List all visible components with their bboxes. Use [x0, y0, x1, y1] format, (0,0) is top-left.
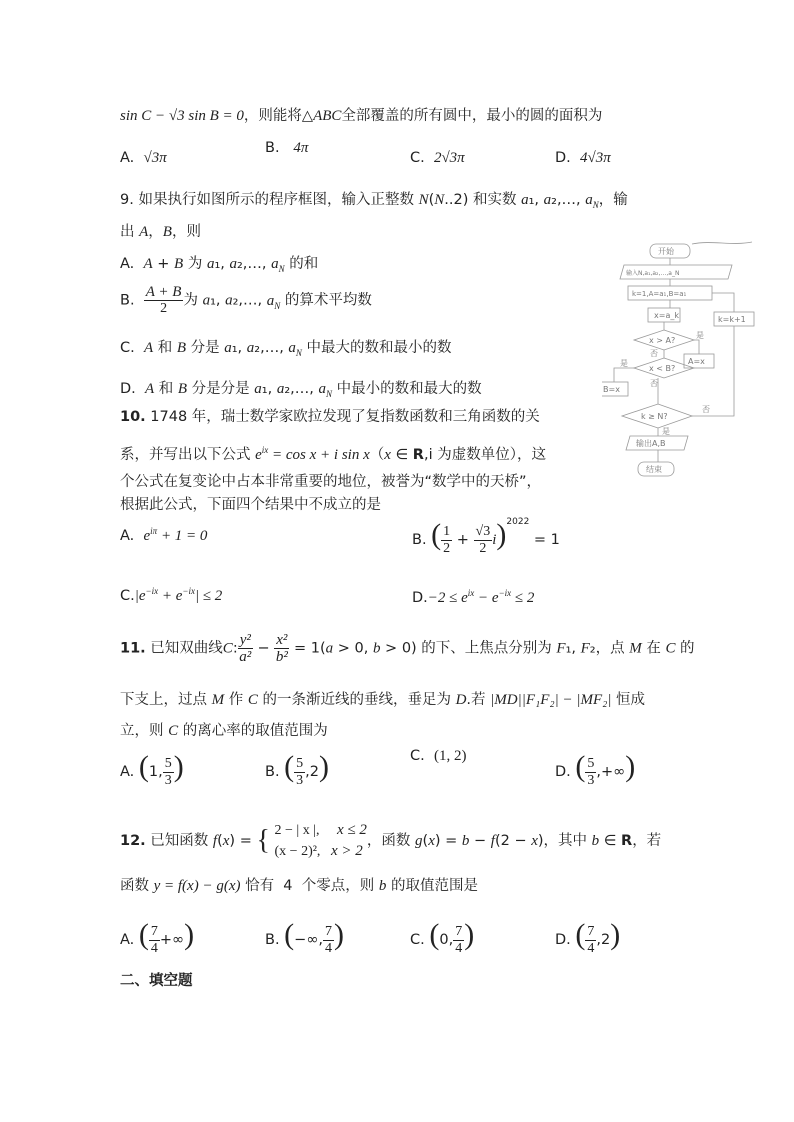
q8-option-b: B. 4π — [265, 140, 309, 156]
q11-option-d: D. ( $\frac{5}{3}$ ,+∞) — [555, 750, 636, 788]
fc-setA: A=x — [688, 357, 705, 366]
q8-option-a: A. √3π — [120, 150, 167, 166]
q9-stem-line1: 9. 如果执行如图所示的程序框图，输入正整数 N(N..2) 和实数 a₁, a₂,…, $a_N$，输 — [120, 192, 628, 210]
q11-line2: 下支上，过点 M 作 C 的一条渐近线的垂线，垂足为 D.若 |MD||F₁F₂| − |MF₂| 恒成 — [120, 692, 646, 708]
fc-yes-2: 是 — [620, 359, 628, 368]
q8-option-d: D. 4√3π — [555, 150, 611, 166]
q12-option-d: D. ( $\frac{7}{4}$ ,2) — [555, 918, 621, 956]
q8-formula: sin C − √3 sin B = 0 — [120, 108, 244, 124]
fc-input: 输入N,a₁,a₂,…,a_N — [626, 270, 680, 277]
fc-output: 输出A,B — [636, 439, 666, 448]
q9-b-fraction: $\frac{A + B}{2}$ — [145, 284, 182, 316]
q12-line1: 12. 已知函数 f(x) = { 2 − | x |, x ≤ 2 (x − 2)², x > 2，函数 g(x) = b − f(2 − x)，其中 b ∈ R，若 — [120, 822, 662, 859]
q11-option-a: A. (1, $\frac{5}{3}$ ) — [120, 750, 184, 788]
q10-line3: 个公式在复变论中占本非常重要的地位，被誉为“数学中的天桥”， — [120, 474, 542, 490]
fc-end: 结束 — [646, 465, 662, 474]
q12-option-b: B. (−∞, $\frac{7}{4}$ ) — [265, 918, 345, 956]
fc-no-3: 否 — [702, 405, 710, 414]
fc-assign: x=a_k — [654, 311, 679, 320]
q9-option-d: D. A 和 B 分是分是 a₁, a₂,…, $a_N$ 中最小的数和最大的数 — [120, 381, 482, 399]
fc-cond3: k ≥ N? — [641, 412, 668, 421]
q11-line1: 11. 已知双曲线C: $\frac{\text{y²}}{\text{a²}}$ − $\frac{\text{x²}}{\text{b²}}$ = 1(a > 0, b > 0) 的下、上焦点分别为 F₁, F₂，点 M 在 C 的 — [120, 632, 695, 665]
fc-yes-3: 是 — [662, 427, 670, 436]
q10-line4: 根据此公式，下面四个结果中不成立的是 — [120, 497, 381, 513]
program-flowchart — [602, 240, 762, 490]
q12-line2: 函数 y = f(x) − g(x) 恰有 4 个零点，则 b 的取值范围是 — [120, 878, 478, 894]
fc-no-2: 否 — [650, 379, 658, 388]
fc-yes-1: 是 — [696, 331, 704, 340]
q11-option-b: B. ( $\frac{5}{3}$ ,2) — [265, 750, 330, 788]
fc-cond1: x > A? — [649, 336, 676, 345]
fc-inc: k=k+1 — [718, 315, 746, 324]
q12-option-a: A. ( $\frac{7}{4}$ +∞) — [120, 918, 195, 956]
fc-start: 开始 — [658, 247, 674, 256]
q12-piece1: 2 − | x |, — [274, 823, 320, 838]
q10-option-d: $D.-2 \le e^{ix} - e^{-ix} \le 2$ — [412, 588, 535, 606]
fc-no-1: 否 — [650, 349, 658, 358]
q9-option-a: A. A + B 为 a₁, a₂,…, $a_N$ 的和 — [120, 256, 319, 274]
fc-init: k=1,A=a₁,B=a₁ — [632, 290, 687, 298]
q9-stem-line2: 出 A，B，则 — [120, 224, 201, 240]
q9-option-c: C. A 和 B 分是 a₁, a₂,…, $a_N$ 中最大的数和最小的数 — [120, 340, 452, 358]
section-heading: 二、填空题 — [120, 973, 193, 989]
q10-option-b: B. ( $\frac{1}{2}$ + $\frac{√3}{2}$ i)$^{2022}$ = 1 — [412, 517, 560, 556]
q10-line1: 10. 1748 年，瑞士数学家欧拉发现了复指数函数和三角函数的关 — [120, 409, 540, 425]
fc-setB: B=x — [603, 385, 620, 394]
q11-option-c: C. (1, 2) — [410, 748, 467, 764]
fc-cond2: x < B? — [649, 364, 676, 373]
q8-stem: sin C − √3 sin B = 0，则能将△ABC全部覆盖的所有圆中，最小的圆的面积为 — [120, 108, 603, 124]
q9-option-b: B. $\frac{A + B}{2}$ 为 a₁, a₂,…, $a_N$ 的算术平均数 — [120, 284, 372, 316]
q10-line2: 系，并写出以下公式 $e^{ix} = \cos x + i$ sin x（x ∈ R,i 为虚数单位），这 — [120, 445, 546, 463]
q12-option-c: C. (0, $\frac{7}{4}$ ) — [410, 918, 475, 956]
q12-piece2: (x − 2)², — [274, 844, 321, 859]
q8-option-c: C. 2√3π — [410, 150, 465, 166]
q10-option-c: $C.|e^{-ix} + e^{-ix}| \le 2$ — [120, 586, 223, 604]
q10-option-a: A. $e^{i\pi} + 1 = 0$ — [120, 526, 208, 544]
q11-line3: 立，则 C 的离心率的取值范围为 — [120, 723, 328, 739]
